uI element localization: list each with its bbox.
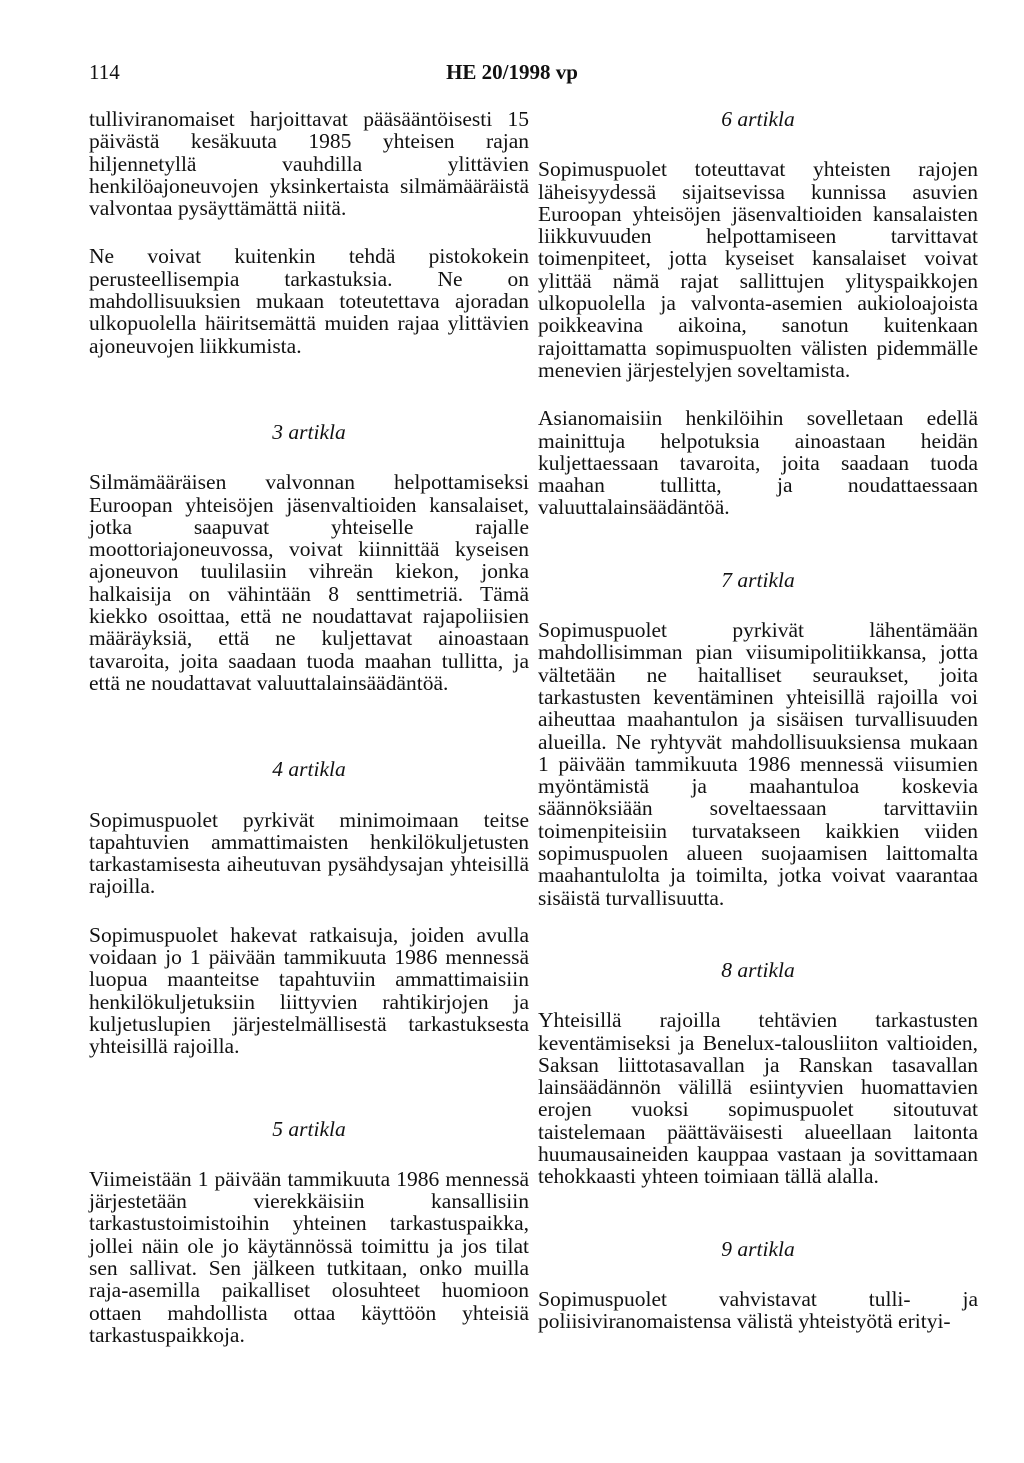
- paragraph: Sopimuspuolet toteuttavat yhteisten rajojen läheisyydessä sijaitsevissa kunnissa asuvien Euroopan yhteisöjen jäsenvaltioiden kansalaisten liikkuvuuden helpottamiseen tarvittavat toimenpiteet, jotta kyseiset kansalaiset voivat ylittää nämä rajat sallittujen ylityspaikkojen ulkopuolella ja valvonta-asemien aukioloajoista poikkeavina aikoina, sanotun kuitenkaan rajoittamatta sopimuspuolten välisten pidemmälle menevien järjestelyjen soveltamista.: [538, 157, 978, 382]
- article-heading-8: 8 artikla: [721, 957, 795, 982]
- paragraph: Viimeistään 1 päivään tammikuuta 1986 mennessä järjestetään vierekkäisiin kansallisiin tarkastustoimistoihin yhteinen tarkastuspaikka, jollei näin ole jo käytännössä toimittu ja jos tilat sen sallivat. Sen jälkeen tutkitaan, onko muilla raja-asemilla paikalliset olosuhteet huomioon ottaen mahdollista ottaa käyttöön yhteisiä tarkastuspaikkoja.: [89, 1166, 529, 1347]
- paragraph: Sopimuspuolet pyrkivät lähentämään mahdollisimman pian viisumipolitiikkansa, jotta vältetään ne haitalliset seuraukset, joita tarkastusten keventäminen yhteisillä rajoilla voi aiheuttaa maahantulon ja sisäisen turvallisuuden alueilla. Ne ryhtyvät mahdollisuuksiensa mukaan 1 päivään tammikuuta 1986 mennessä viisumien myöntämistä ja maahantuloa koskevia säännöksiään soveltaessaan tarvittaviin toimenpiteisiin turvatakseen kaikkien viiden sopimuspuolen alueen suojaamisen laittomalta maahantulolta ja toimilta, jotka voivat vaarantaa sisäistä turvallisuutta.: [538, 618, 978, 910]
- document-id: HE 20/1998 vp: [446, 60, 578, 84]
- article-heading-4: 4 artikla: [272, 757, 346, 782]
- page-header: [0, 60, 1024, 90]
- left-column: [89, 108, 529, 1372]
- paragraph: Ne voivat kuitenkin tehdä pistokokein perusteellisempia tarkastuksia. Ne on mahdollisuuksien mukaan toteutettava ajoradan ulkopuolella häiritsemättä muiden rajaa ylittävien ajoneuvojen liikkumista.: [89, 244, 529, 358]
- article-heading-6: 6 artikla: [721, 107, 795, 131]
- article-heading-9: 9 artikla: [721, 1236, 795, 1261]
- article-heading-7: 7 artikla: [721, 567, 795, 592]
- paragraph: Asianomaisiin henkilöihin sovelletaan edellä mainittuja helpotuksia ainoastaan heidän kuljettaessaan tavaroita, joita saadaan tuoda maahan tullitta, ja noudattaessaan valuuttalainsäädäntöä.: [538, 406, 978, 520]
- paragraph: tulliviranomaiset harjoittavat pääsääntöisesti 15 päivästä kesäkuuta 1985 yhteisen rajan hiljennetyllä vauhdilla ylittävien henkilöajoneuvojen yksinkertaista silmämääräistä valvontaa pysäyttämättä niitä.: [89, 107, 529, 221]
- paragraph: Silmämääräisen valvonnan helpottamiseksi Euroopan yhteisöjen jäsenvaltioiden kansalaiset, jotka saapuvat yhteiselle rajalle moottoriajoneuvossa, voivat kiinnittää kyseisen ajoneuvon tuulilasiin vihreän kiekon, jonka halkaisija on vähintään 8 senttimetriä. Tämä kiekko osoittaa, että ne noudattavat rajapoliisien määräyksiä, että ne kuljettavat ainoastaan tavaroita, joita saadaan tuoda maahan tullitta, ja että ne noudattavat valuuttalainsäädäntöä.: [89, 470, 529, 695]
- paragraph: Sopimuspuolet pyrkivät minimoimaan teitse tapahtuvien ammattimaisten henkilökuljetusten tarkastamisesta aiheutuvan pysähdysajan yhteisillä rajoilla.: [89, 807, 529, 899]
- paragraph: Sopimuspuolet hakevat ratkaisuja, joiden avulla voidaan jo 1 päivään tammikuuta 1986 mennessä luopua maanteitse tapahtuviin ammattimaisiin henkilökuljetuksiin liittyvien rahtikirjojen ja kuljetuslupien järjestelmällisestä tarkastuksesta yhteisillä rajoilla.: [89, 922, 529, 1059]
- page-number: 114: [89, 60, 120, 84]
- paragraph: Sopimuspuolet vahvistavat tulli- ja poliisiviranomaistensa välistä yhteistyötä erityi-: [538, 1286, 978, 1334]
- article-heading-5: 5 artikla: [272, 1116, 346, 1141]
- article-heading-3: 3 artikla: [272, 419, 346, 444]
- paragraph: Yhteisillä rajoilla tehtävien tarkastusten keventämiseksi ja Benelux-talousliiton valtioiden, Saksan liittotasavallan ja Ranskan tasavallan lainsäädännön välillä esiintyvien huomattavien erojen vuoksi sopimuspuolet sitoutuvat taistelemaan päättäväisesti alueellaan laitonta huumausaineiden kauppaa vastaan ja sovittamaan tehokkaasti yhteen toimiaan tällä alalla.: [538, 1008, 978, 1189]
- right-column: [538, 108, 978, 1358]
